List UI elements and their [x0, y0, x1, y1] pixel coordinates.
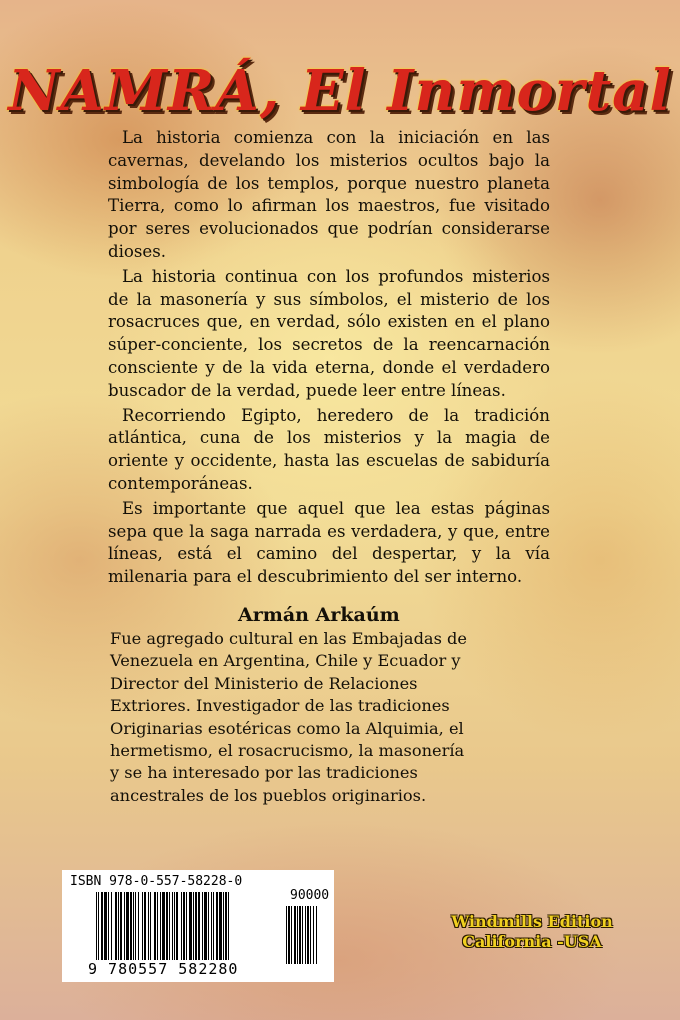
book-title: NAMRÁ, El Inmortal: [8, 58, 672, 124]
edition-line: Windmills Edition: [451, 912, 613, 931]
barcode-stripe: [317, 906, 318, 964]
synopsis-paragraph: Recorriendo Egipto, heredero de la tradición atlántica, cuna de los misterios y la magia de oriente y occidente, hasta las escuelas de sabiduría contemporáneas.: [108, 405, 550, 493]
barcode-digits: 9 780557 582280: [88, 960, 239, 978]
barcode-bars: [96, 892, 282, 960]
barcode-addon-number: 90000: [290, 888, 330, 903]
publisher-edition: [420, 912, 644, 952]
synopsis-paragraph: La historia continua con los profundos misterios de la masonería y sus símbolos, el misterio de los rosacruces que, en verdad, sólo existen en el plano súper-conciente, los secretos de la reencarnación consciente y de la vida eterna, donde el verdadero buscador de la verdad, puede leer entre líneas.: [108, 266, 550, 400]
author-portrait: [425, 600, 655, 880]
isbn-label: ISBN 978-0-557-58228-0: [70, 874, 243, 889]
barcode: [62, 870, 334, 982]
edition-location: California -USA: [462, 932, 602, 951]
barcode-addon-bars: [286, 906, 330, 964]
synopsis-paragraph: Es importante que aquel que lea estas páginas sepa que la saga narrada es verdadera, y que, entre líneas, está el camino del despertar, y la vía milenaria para el descubrimiento del ser interno.: [108, 498, 550, 587]
synopsis: [108, 127, 550, 591]
barcode-stripe: [229, 892, 230, 960]
author-bio: Fue agregado cultural en las Embajadas de Venezuela en Argentina, Chile y Ecuador y Director del Ministerio de Relaciones Extriores. Investigador de las tradiciones Originarias esotéricas como la Alquimia, el hermetismo, el rosacrucismo, la masonería y se ha interesado por las tradiciones ancestrales de los pueblos originarios.: [110, 629, 467, 805]
author-name: Armán Arkaúm: [238, 604, 400, 626]
synopsis-paragraph: La historia comienza con la iniciación en las cavernas, develando los misterios ocultos bajo la simbología de los templos, porque nuestro planeta Tierra, como lo afirman los maestros, fue visitado por seres evolucionados que podrían considerarse dioses.: [108, 128, 550, 261]
